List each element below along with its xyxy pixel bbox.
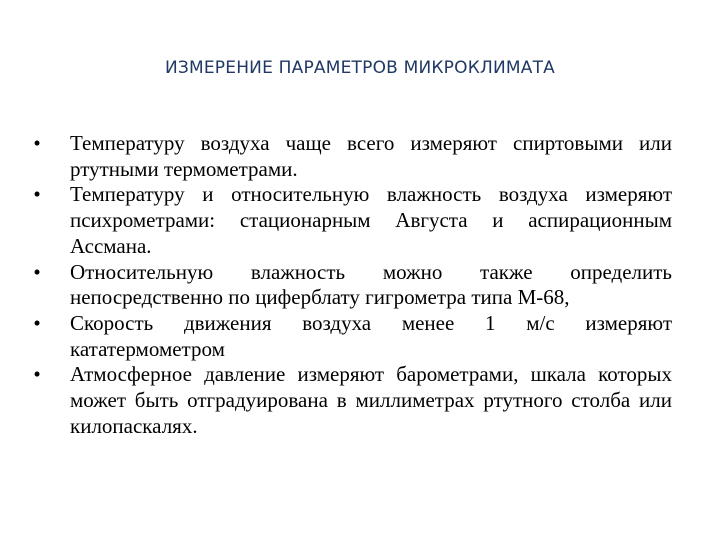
bullet-text: Температуру воздуха чаще всего измеряют спиртовыми или ртутными термометрами. <box>70 131 672 181</box>
bullet-text: Атмосферное давление измеряют барометрами, шкала которых может быть отградуирована в миллиметрах ртутного столба или килопаскалях. <box>70 362 672 438</box>
bullet-text: Температуру и относительную влажность воздуха измеряют психрометрами: стационарным Августа и аспирационным Ассмана. <box>70 182 672 258</box>
bullet-item-psychrometers <box>30 182 672 259</box>
bullet-item-hygrometer <box>30 260 672 311</box>
bullet-icon: • <box>33 310 41 335</box>
bullet-item-thermometers <box>30 131 672 182</box>
bullet-icon: • <box>33 259 41 284</box>
bullet-text: Относительную влажность можно также определить непосредственно по циферблату гигрометра типа М-68, <box>70 259 672 310</box>
bullet-list <box>30 131 672 439</box>
bullet-text: Скорость движения воздуха менее 1 м/с измеряют кататермометром <box>70 310 672 361</box>
bullet-item-air-speed <box>30 311 672 362</box>
bullet-item-pressure <box>30 362 672 439</box>
bullet-icon: • <box>33 182 41 207</box>
bullet-icon: • <box>33 131 41 155</box>
bullet-icon: • <box>33 362 41 387</box>
slide-title: ИЗМЕРЕНИЕ ПАРАМЕТРОВ МИКРОКЛИМАТА <box>164 58 555 78</box>
